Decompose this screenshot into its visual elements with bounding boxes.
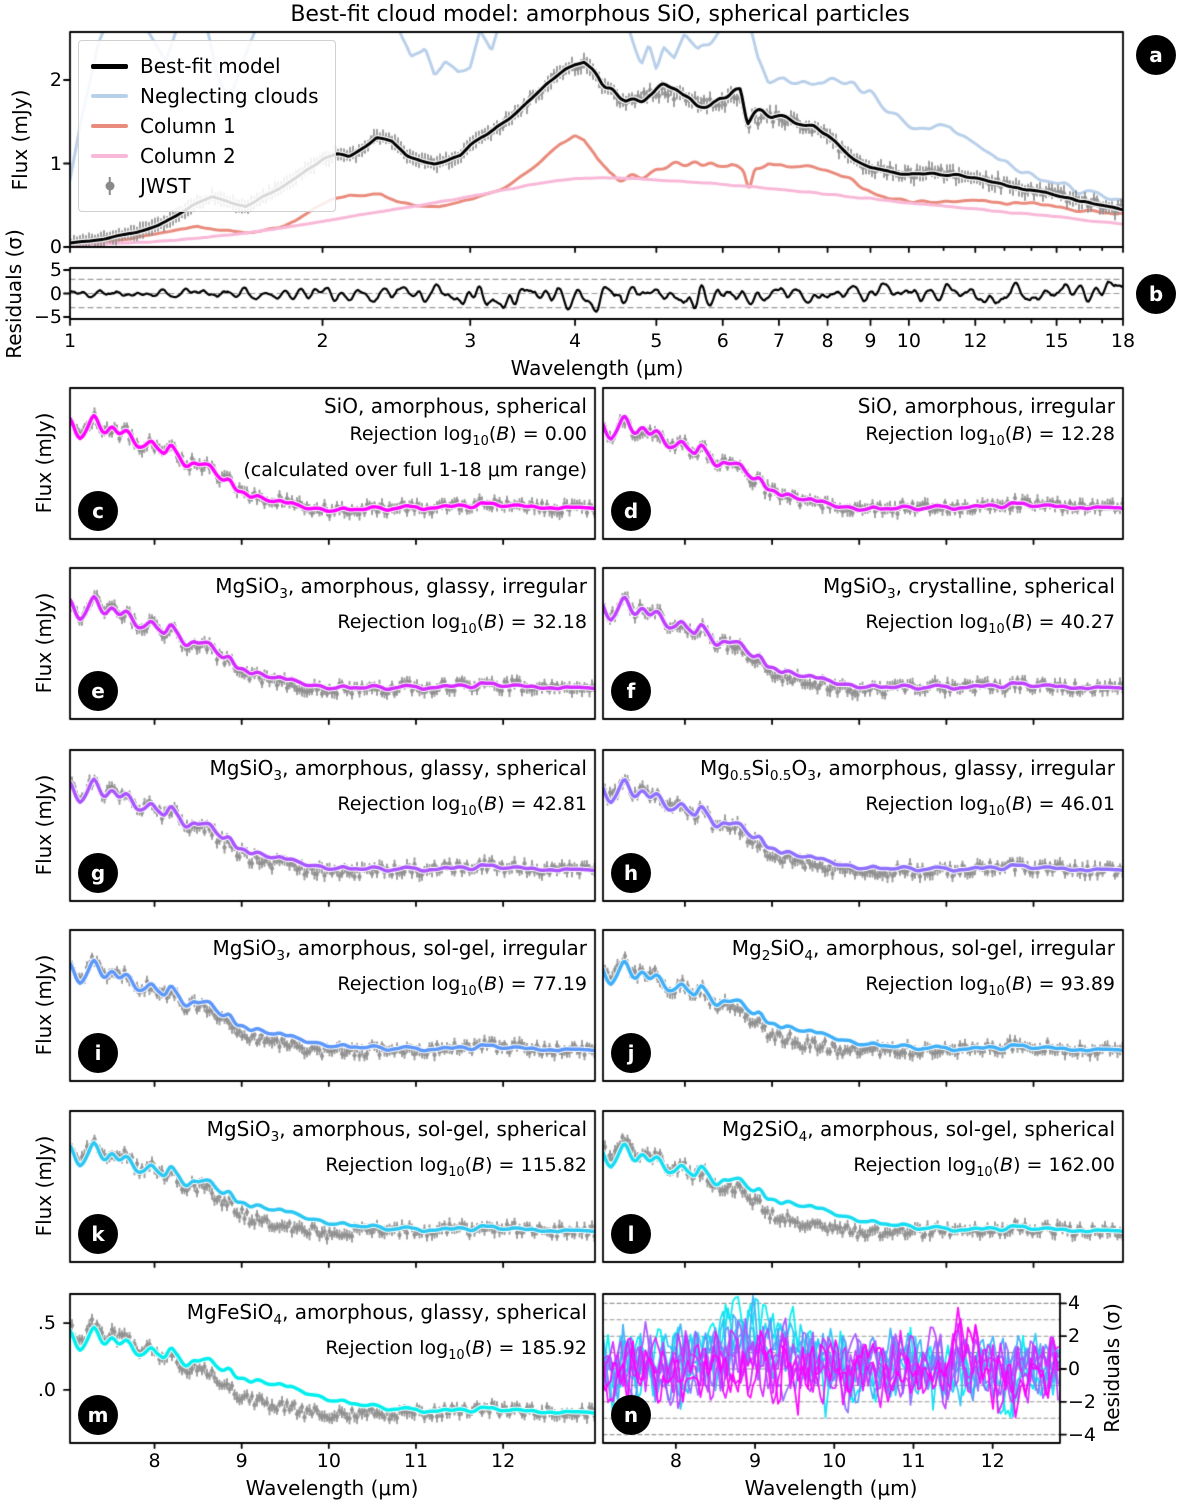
panel-a-ytick-label: 0 — [49, 236, 62, 258]
top-xaxis-tick-label: 4 — [568, 330, 582, 352]
bottom-left-xaxis-tick-label: 10 — [316, 1450, 341, 1472]
neglecting-clouds-line-swatch — [91, 94, 128, 98]
panel-g-title: MgSiO$_3$, amorphous, glassy, spherical — [209, 756, 587, 784]
panel-l-title: Mg2SiO$_4$, amorphous, sol-gel, spherical — [721, 1117, 1115, 1145]
top-xaxis-tick-label: 1 — [63, 330, 77, 352]
panel-g-letter: g — [78, 853, 118, 893]
panel-n-letter: n — [611, 1395, 651, 1435]
legend-label: Column 2 — [140, 144, 236, 168]
panel-d-rejection: Rejection $\log_{10}(B) = 12.28$ — [865, 423, 1115, 449]
panel-f-letter: f — [611, 671, 651, 711]
panel-m-ytick-label: .0 — [37, 1378, 56, 1401]
panel-f-annotation — [603, 572, 1115, 644]
panel-e-ylabel: Flux (mJy) — [32, 592, 56, 694]
panel-g-ylabel: Flux (mJy) — [32, 774, 56, 876]
top-xaxis-tick-label: 6 — [716, 330, 729, 352]
panel-l-annotation — [603, 1115, 1115, 1187]
panel-e-rejection: Rejection $\log_{10}(B) = 32.18$ — [337, 611, 587, 637]
legend-row-column-2 — [91, 141, 323, 171]
panel-a-letter: a — [1136, 35, 1176, 75]
panel-j-letter: j — [611, 1033, 651, 1073]
panel-f-rejection: Rejection $\log_{10}(B) = 40.27$ — [865, 611, 1115, 637]
panel-c-letter: c — [78, 491, 118, 531]
panel-b-ytick-label: 5 — [49, 259, 62, 281]
panel-k-rejection: Rejection $\log_{10}(B) = 115.82$ — [325, 1154, 587, 1180]
panel-m-title: MgFeSiO$_4$, amorphous, glassy, spherical — [186, 1300, 587, 1328]
panel-n-ytick-label: −4 — [1068, 1423, 1097, 1446]
best-fit-line-swatch — [91, 64, 128, 69]
panel-k-annotation — [70, 1115, 587, 1187]
panel-m-rejection: Rejection $\log_{10}(B) = 185.92$ — [325, 1337, 587, 1363]
bottom-right-xaxis-tick-label: 12 — [980, 1450, 1005, 1472]
legend-label: Column 1 — [140, 114, 236, 138]
panel-n-ytick-label: 2 — [1068, 1325, 1081, 1348]
panel-c-rejection: Rejection $\log_{10}(B) = 0.00$ — [349, 423, 587, 449]
top-xaxis-tick-label: 10 — [896, 330, 921, 352]
panel-i-rejection: Rejection $\log_{10}(B) = 77.19$ — [337, 973, 587, 999]
top-xaxis-tick-label: 18 — [1110, 330, 1136, 352]
panel-n-ylabel: Residuals (σ) — [1100, 1303, 1124, 1433]
panel-e-annotation — [70, 572, 587, 644]
bottom-left-xaxis-label: Wavelength (μm) — [245, 1476, 419, 1500]
bottom-right-xaxis-label: Wavelength (μm) — [744, 1476, 918, 1500]
panel-i-annotation — [70, 934, 587, 1006]
legend-label: Neglecting clouds — [140, 84, 319, 108]
panel-m-ytick-label: .5 — [37, 1312, 56, 1335]
panel-g-rejection: Rejection $\log_{10}(B) = 42.81$ — [337, 793, 587, 819]
panel-k-ylabel: Flux (mJy) — [32, 1135, 56, 1237]
errorbar-marker-icon — [91, 177, 128, 195]
panel-m-letter: m — [78, 1395, 118, 1435]
panel-j-rejection: Rejection $\log_{10}(B) = 93.89$ — [865, 973, 1115, 999]
panel-h-title: $Mg_{0.5}Si_{0.5}O_3$, amorphous, glassy, irregular — [699, 756, 1115, 784]
panel-i-letter: i — [78, 1033, 118, 1073]
panel-n-ytick-label: 4 — [1068, 1292, 1081, 1315]
top-xaxis-label: Wavelength (μm) — [510, 356, 684, 380]
panel-i-title: MgSiO$_3$, amorphous, sol-gel, irregular — [212, 936, 587, 964]
panel-b-letter: b — [1136, 274, 1176, 314]
top-xaxis-tick-label: 15 — [1044, 330, 1069, 352]
panel-j-annotation — [603, 934, 1115, 1006]
bottom-right-xaxis-tick-label: 9 — [749, 1450, 762, 1472]
legend-row-neglecting-clouds — [91, 81, 323, 111]
column-1-line-swatch — [91, 124, 128, 128]
panel-n-ytick-label: 0 — [1068, 1358, 1081, 1380]
panel-b-ytick-label: 0 — [49, 282, 62, 305]
legend-label: JWST — [140, 174, 191, 198]
figure-title: Best-fit cloud model: amorphous SiO, spherical particles — [290, 2, 910, 27]
panel-k-letter: k — [78, 1214, 118, 1254]
legend-label: Best-fit model — [140, 54, 281, 78]
panel-f-title: MgSiO$_3$, crystalline, spherical — [823, 574, 1115, 602]
top-xaxis-tick-label: 12 — [963, 330, 988, 352]
panel-j-title: $Mg_2SiO_4$, amorphous, sol-gel, irregular — [731, 936, 1115, 964]
legend-row-column-1 — [91, 111, 323, 141]
panel-n-ytick-label: −2 — [1068, 1390, 1097, 1413]
top-xaxis-tick-label: 8 — [821, 330, 834, 352]
panel-k-title: MgSiO$_3$, amorphous, sol-gel, spherical — [206, 1117, 587, 1145]
panel-l-rejection: Rejection $\log_{10}(B) = 162.00$ — [853, 1154, 1115, 1180]
panel-g-annotation — [70, 754, 587, 826]
bottom-left-xaxis-tick-label: 9 — [235, 1450, 248, 1472]
top-xaxis-tick-label: 3 — [464, 330, 477, 352]
panel-h-annotation — [603, 754, 1115, 826]
legend-row-jwst — [91, 171, 323, 201]
panel-a-ylabel: Flux (mJy) — [8, 89, 32, 191]
panel-i-ylabel: Flux (mJy) — [32, 954, 56, 1056]
top-xaxis-tick-label: 7 — [772, 330, 785, 352]
panel-a-ytick-label: 2 — [49, 69, 62, 91]
panel-e-title: MgSiO$_3$, amorphous, glassy, irregular — [215, 574, 587, 602]
panel-c-title: SiO, amorphous, spherical — [323, 394, 587, 418]
bottom-left-xaxis-tick-label: 12 — [491, 1450, 516, 1472]
panel-d-annotation — [603, 392, 1115, 456]
column-2-line-swatch — [91, 154, 128, 158]
bottom-left-xaxis-tick-label: 11 — [403, 1450, 429, 1472]
top-xaxis-tick-label: 9 — [864, 330, 877, 352]
panel-b-ylabel: Residuals (σ) — [2, 229, 26, 359]
top-xaxis-tick-label: 2 — [316, 330, 329, 352]
panel-c-ylabel: Flux (mJy) — [32, 412, 56, 514]
top-xaxis-tick-label: 5 — [650, 330, 663, 352]
panel-d-title: SiO, amorphous, irregular — [857, 394, 1115, 418]
panel-l-letter: l — [611, 1214, 651, 1254]
panel-c-note: (calculated over full 1-18 μm range) — [243, 458, 587, 481]
panel-h-rejection: Rejection $\log_{10}(B) = 46.01$ — [865, 793, 1115, 819]
bottom-right-xaxis-tick-label: 8 — [669, 1450, 682, 1472]
bottom-left-xaxis-tick-label: 8 — [148, 1450, 161, 1472]
panel-m-annotation — [70, 1298, 587, 1370]
bottom-right-xaxis-tick-label: 10 — [822, 1450, 847, 1472]
panel-h-letter: h — [611, 853, 651, 893]
panel-d-letter: d — [611, 491, 651, 531]
legend — [78, 40, 336, 212]
panel-c-annotation — [70, 392, 587, 484]
panel-a-ytick-label: 1 — [49, 152, 62, 175]
panel-e-letter: e — [78, 671, 118, 711]
legend-row-best-fit — [91, 51, 323, 81]
panel-b-ytick-label: −5 — [33, 306, 62, 328]
bottom-right-xaxis-tick-label: 11 — [901, 1450, 926, 1472]
